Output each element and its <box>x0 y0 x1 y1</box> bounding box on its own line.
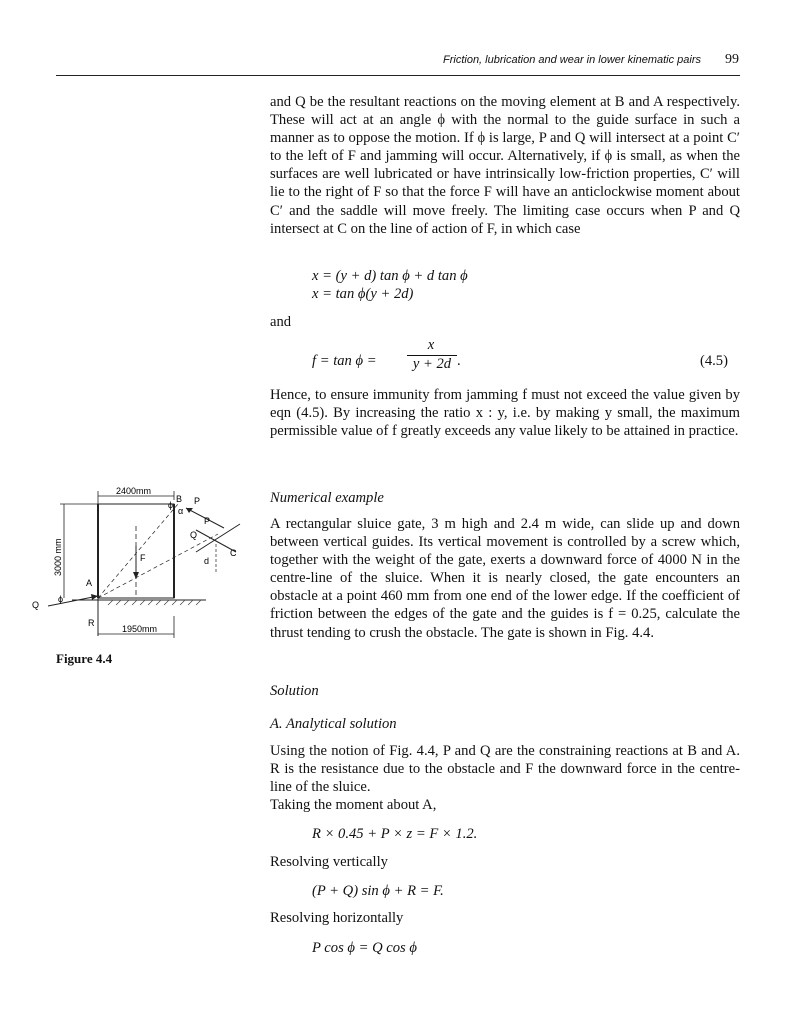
label-Q-left: Q <box>32 600 40 610</box>
line-of-action-Q <box>98 534 218 598</box>
paragraph-immunity <box>270 386 740 440</box>
equation-4-5-period: . <box>457 353 461 369</box>
label-alpha: α <box>178 506 184 516</box>
label-A: A <box>86 578 93 588</box>
page-number: 99 <box>725 52 739 67</box>
line-of-action-P <box>98 504 178 598</box>
label-d: d <box>204 556 210 566</box>
equation-1: x = (y + d) tan ϕ + d tan ϕ <box>312 268 468 284</box>
paragraph-reactions <box>270 93 740 238</box>
paragraph-sluice-gate <box>270 515 740 642</box>
solution-heading: Solution <box>270 683 319 699</box>
equation-vertical: (P + Q) sin ϕ + R = F. <box>312 883 444 899</box>
paragraph-text: A rectangular sluice gate, 3 m high and 2.4 m wide, can slide up and down between vertical guides. Its vertical movement is controlled by a screw which, together with the weight of the gate, exerts a downward force of 4000 N in the centre-line of the sluice. When it is nearly closed, the gate encounters an obstacle at a point 460 mm from one end of the lower edge. If the coefficient of friction between the edges of the gate and the guides is f = 0.25, calculate the thrust tending to crush the obstacle. The gate is shown in Fig. 4.4. <box>270 516 740 641</box>
label-P-right: P <box>204 516 211 526</box>
and-text: and <box>270 314 292 330</box>
label-C: C <box>230 548 237 558</box>
equation-number: (4.5) <box>700 353 728 369</box>
equation-4-5-lhs: f = tan ϕ = <box>312 353 377 369</box>
analytical-solution-heading: A. Analytical solution <box>270 716 397 732</box>
ground-hatching <box>108 600 201 605</box>
header-title: Friction, lubrication and wear in lower kinematic pairs <box>443 54 701 66</box>
equation-2: x = tan ϕ(y + 2d) <box>312 286 414 302</box>
equation-moment: R × 0.45 + P × z = F × 1.2. <box>312 826 478 842</box>
label-F: F <box>140 553 146 563</box>
paragraph-notation <box>270 742 740 796</box>
header-rule <box>56 75 740 76</box>
running-header <box>56 54 739 72</box>
label-P-top: P <box>194 496 201 506</box>
figure-4-4-diagram <box>28 486 248 646</box>
paragraph-moment: Taking the moment about A, <box>270 797 437 813</box>
paragraph-horizontal: Resolving horizontally <box>270 910 404 926</box>
paragraph-text: Using the notion of Fig. 4.4, P and Q are the constraining reactions at B and A. R is the resistance due to the obstacle and F the downward force in the centre-line of the sluice. <box>270 743 740 796</box>
label-width: 2400mm <box>116 486 152 496</box>
label-phi: ϕ <box>58 594 64 604</box>
label-R: R <box>88 618 95 628</box>
label-phi-top: ϕ <box>168 500 174 510</box>
equation-4-5-numerator: x <box>427 337 435 353</box>
paragraph-text: and Q be the resultant reactions on the moving element at B and A respectively. These will act at an angle ϕ with the normal to the guide surface in such a manner as to oppose the motion. If ϕ is large, P and Q will intersect at a point C′ to the left of F and jamming will occur. Alternatively, if ϕ is small, as when the surfaces are well lubricated or have intrinsically low-friction properties, C′ will lie to the right of F so that the force F will have an anticlockwise moment about C′ and the saddle will move freely. The limiting case occurs when P and Q intersect at C on the line of action of F, in which case <box>270 94 740 237</box>
figure-caption: Figure 4.4 <box>56 651 113 666</box>
label-Q-mid: Q <box>190 530 198 540</box>
equation-4-5-denominator: y + 2d <box>412 356 452 372</box>
paragraph-vertical: Resolving vertically <box>270 854 388 870</box>
label-B: B <box>176 494 183 504</box>
reaction-Q-line <box>48 596 98 606</box>
numerical-example-heading: Numerical example <box>270 490 384 506</box>
label-height: 3000 mm <box>53 538 63 576</box>
equation-horizontal: P cos ϕ = Q cos ϕ <box>312 940 417 956</box>
label-offset: 1950mm <box>122 624 158 634</box>
paragraph-text: Hence, to ensure immunity from jamming f must not exceed the value given by eqn (4.5). By increasing the ratio x : y, i.e. by making y small, the maximum permissible value of f greatly exceeds any value likely to be attained in practice. <box>270 387 740 440</box>
